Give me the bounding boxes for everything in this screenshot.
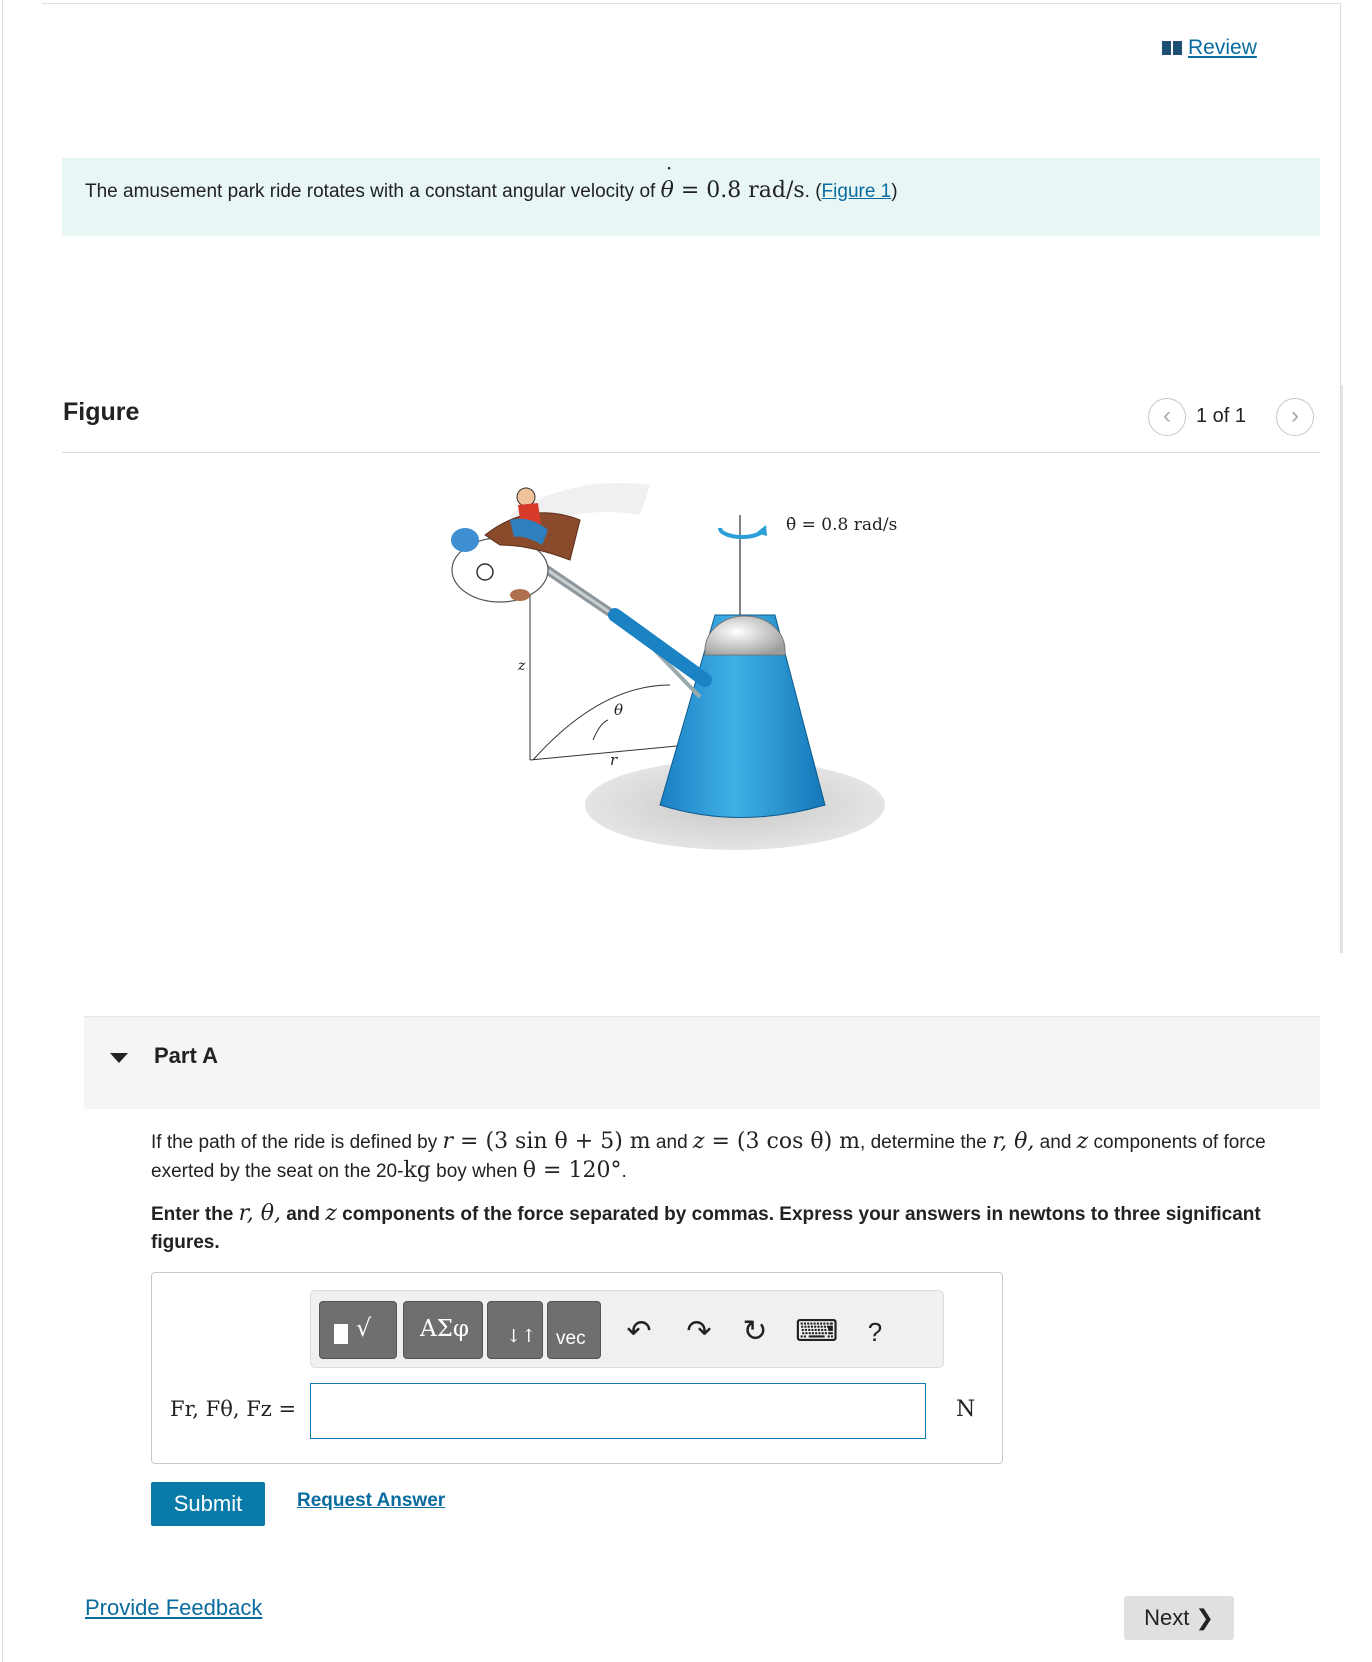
q-s6: and [1034,1132,1077,1153]
template-box-icon [334,1324,348,1344]
boy-head [517,488,535,506]
i-components: r, θ, [238,1201,281,1226]
ride-arm-sleeve [615,615,705,680]
q-s5: , determine the [860,1132,993,1153]
q-s7: components of force exerted by the seat on the 20- [151,1132,1266,1182]
undo-icon[interactable]: ↶ [626,1315,652,1348]
figure-divider [62,452,1320,453]
intro-text-before: The amusement park ride rotates with a constant angular velocity of [85,181,661,202]
provide-feedback-link[interactable]: Provide Feedback [85,1595,263,1620]
question-text [151,1128,1301,1186]
chevron-right-icon[interactable]: › [1276,398,1314,436]
q-kg: kg [403,1158,431,1183]
q-s8: boy when [430,1161,523,1182]
review-link[interactable] [1162,36,1257,60]
redo-icon[interactable]: ↷ [686,1315,712,1348]
amusement-ride-figure [430,475,950,895]
page-frame-top [42,3,1340,4]
greek-label: ΑΣφ [420,1316,469,1342]
q-z-equation: = (3 cos θ) m [704,1129,861,1154]
next-button[interactable]: Next ❯ [1124,1596,1234,1640]
math-toolbar [310,1290,944,1368]
q-r-var: r [442,1129,454,1154]
answer-input[interactable] [310,1383,926,1439]
intro-equation-rest: = 0.8 rad/s [673,178,805,203]
theta-dot: ˙ θ [661,178,674,203]
submit-button[interactable]: Submit [151,1482,265,1526]
q-s9: . [621,1161,627,1182]
intro-text-after: . ( [804,181,822,202]
vector-button[interactable] [547,1301,601,1359]
collapse-triangle-icon[interactable] [110,1053,128,1063]
r-label: r [610,751,618,769]
help-icon[interactable]: ? [867,1317,883,1347]
intro-close: ) [891,181,898,202]
unit-label: N [956,1397,976,1422]
dog-car-cap [451,528,479,552]
dog-eye [477,564,493,580]
q-theta-eq: θ = 120° [522,1158,622,1183]
page-frame-left [2,0,3,1662]
dog-nose [510,589,530,601]
answer-label: Fr, Fθ, Fz = [170,1397,297,1421]
q-z-var: z [692,1129,705,1154]
request-answer-link[interactable]: Request Answer [297,1490,446,1511]
part-a-title: Part A [154,1043,218,1068]
i-z-var: z [325,1201,337,1226]
vec-label: vec [556,1328,586,1349]
figure-count: 1 of 1 [1196,405,1247,427]
q-s1: If the path of the ride is defined by [151,1132,443,1153]
problem-intro [62,158,1320,236]
book-icon [1162,41,1182,55]
greek-button[interactable] [403,1301,483,1359]
theta-arrow [593,720,608,740]
arrows-icon: ↓↑ [506,1326,537,1347]
arrows-button[interactable] [487,1301,543,1359]
instruction-text [151,1200,1301,1257]
q-z-var2: z [1076,1129,1089,1154]
sqrt-icon: √ [356,1314,372,1342]
q-components: r, θ, [992,1129,1035,1154]
omega-label: θ̇ = 0.8 rad/s [786,515,898,535]
q-r-equation: = (3 sin θ + 5) m [453,1129,651,1154]
q-s3: and [650,1132,693,1153]
i-s3: components of the force separated by commas. Express your answers in newtons to three significant figures. [151,1204,1261,1253]
keyboard-icon[interactable]: ⌨ [795,1315,839,1348]
figure-link[interactable]: Figure 1 [821,181,892,202]
intro-equation [661,178,805,203]
figure-pager [1148,398,1324,438]
i-s1: Enter the [151,1204,239,1225]
templates-button[interactable] [319,1301,397,1359]
chevron-left-icon[interactable]: ‹ [1148,398,1186,436]
review-label: Review [1188,36,1257,59]
i-s2: and [280,1204,326,1225]
intro-text [85,178,898,203]
answer-panel [151,1272,1003,1464]
reset-icon[interactable]: ↻ [742,1315,768,1348]
figure-scrollbar-track[interactable] [1341,385,1343,953]
theta-label: θ [614,701,624,719]
part-a-header[interactable] [84,1016,1320,1109]
z-label: z [518,658,526,674]
figure-heading: Figure [63,398,140,426]
